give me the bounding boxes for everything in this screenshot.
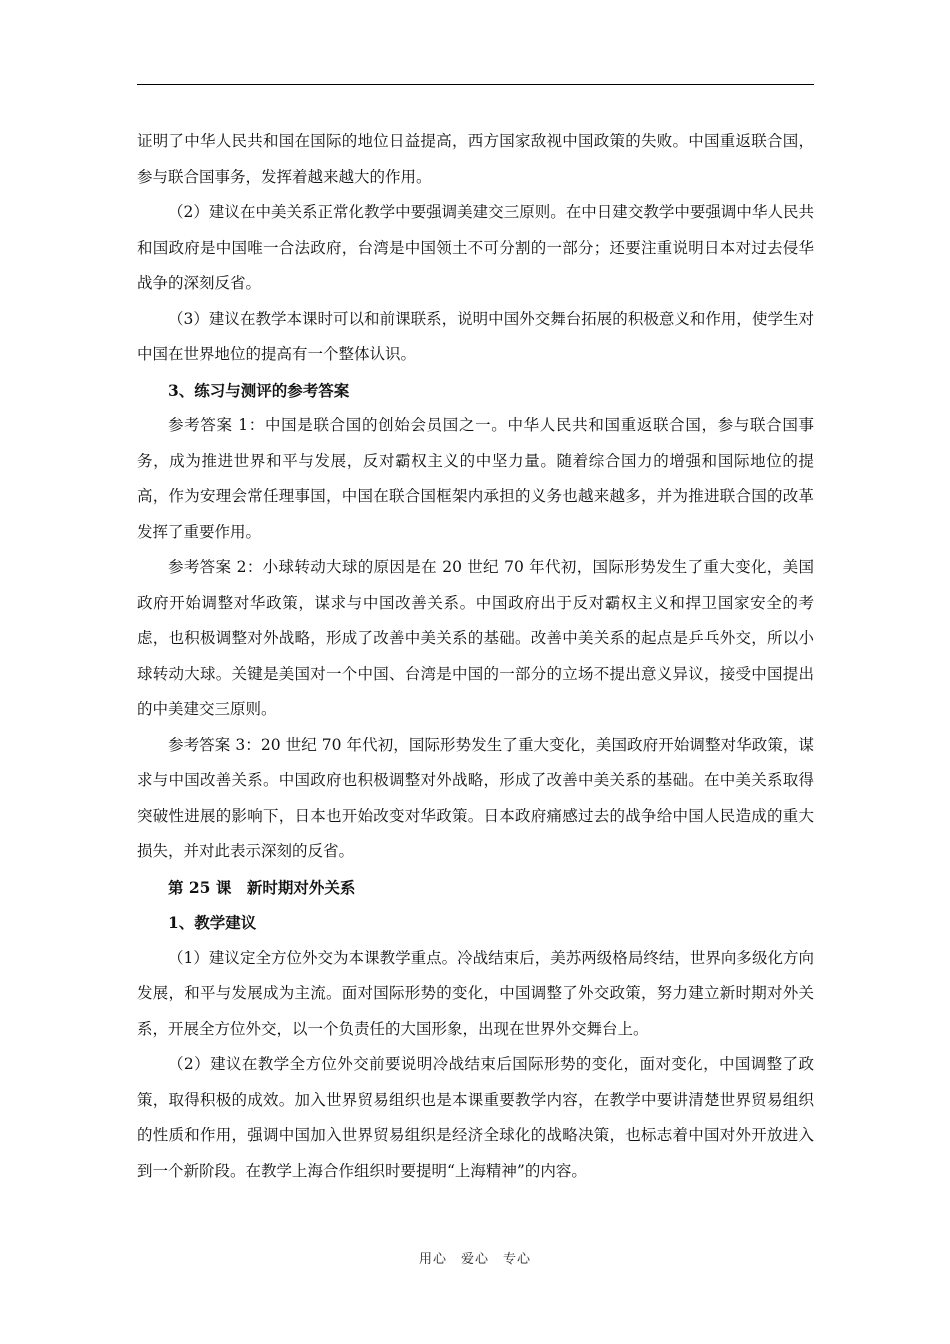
section-heading-answers: 3、练习与测评的参考答案 [168,380,350,400]
page-footer: 用心 爱心 专心 [418,1252,531,1267]
suggestion-2: （2）建议在教学全方位外交前要说明冷战结束后国际形势的变化，面对变化，中国调整了政策，取得积极的成效。加入世界贸易组织也是本课重要教学内容，在教学中要讲清楚世界贸易组织的性质和作用，强调中国加入世界贸易组织是经济全球化的战略决策，也标志着中国对外开放进入到一个新阶段。在教学上海合作组织时要提明“上海精神”的内容。 [137,1055,814,1180]
header-rule [137,84,814,85]
paragraph-3: （3）建议在教学本课时可以和前课联系，说明中国外交舞台拓展的积极意义和作用，使学生对中国在世界地位的提高有一个整体认识。 [137,309,814,363]
suggestion-1: （1）建议定全方位外交为本课教学重点。冷战结束后，美苏两级格局终结，世界向多级化方向发展，和平与发展成为主流。面对国际形势的变化，中国调整了外交政策，努力建立新时期对外关系，开展全方位外交，以一个负责任的大国形象，出现在世界外交舞台上。 [137,948,814,1038]
document-body [137,124,814,1189]
answer-3: 参考答案 3：20 世纪 70 年代初，国际形势发生了重大变化，美国政府开始调整对华政策，谋求与中国改善关系。中国政府也积极调整对外战略，形成了改善中美关系的基础。在中美关系取得突破性进展的影响下，日本也开始改变对华政策。日本政府痛感过去的战争给中国人民造成的重大损失，并对此表示深刻的反省。 [137,735,814,860]
section-heading-teaching: 1、教学建议 [168,913,257,932]
lesson-title: 第 25 课 新时期对外关系 [168,877,356,897]
paragraph-2: （2）建议在中美关系正常化教学中要强调美建交三原则。在中日建交教学中要强调中华人民共和国政府是中国唯一合法政府，台湾是中国领土不可分割的一部分；还要注重说明日本对过去侵华战争的深刻反省。 [137,203,814,292]
answer-2: 参考答案 2：小球转动大球的原因是在 20 世纪 70 年代初，国际形势发生了重大变化，美国政府开始调整对华政策，谋求与中国改善关系。中国政府出于反对霸权主义和捍卫国家安全的考虑，也积极调整对外战略，形成了改善中美关系的基础。改善中美关系的起点是乒乓外交，所以小球转动大球。关键是美国对一个中国、台湾是中国的一部分的立场不提出意义异议，接受中国提出的中美建交三原则。 [137,558,814,718]
answer-1: 参考答案 1：中国是联合国的创始会员国之一。中华人民共和国重返联合国，参与联合国事务，成为推进世界和平与发展，反对霸权主义的中坚力量。随着综合国力的增强和国际地位的提高，作为安理会常任理事国，中国在联合国框架内承担的义务也越来越多，并为推进联合国的改革发挥了重要作用。 [137,416,814,541]
paragraph-1: 证明了中华人民共和国在国际的地位日益提高，西方国家敌视中国政策的失败。中国重返联合国，参与联合国事务，发挥着越来越大的作用。 [137,132,814,186]
